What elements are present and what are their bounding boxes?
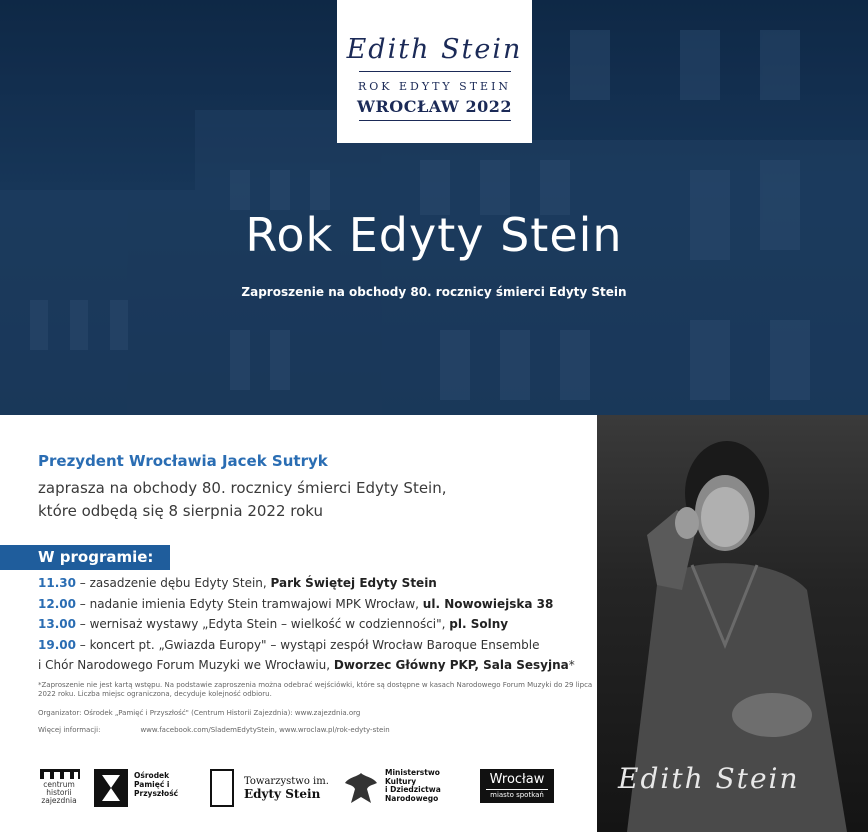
- partner-logos: [30, 767, 570, 817]
- invitation-content: [0, 415, 597, 832]
- wroclaw-line1: Wrocław: [489, 772, 545, 787]
- towarzystwo-logo: [210, 767, 330, 817]
- logo-divider-bottom: [359, 120, 511, 121]
- program-time: 11.30: [38, 576, 76, 590]
- pamiec-przyszlosc-label: [134, 771, 204, 798]
- ministry-line3: i Dziedzictwa: [385, 785, 441, 794]
- program-asterisk: *: [568, 658, 575, 672]
- portrait-signature: Edith Stein: [618, 762, 800, 795]
- ticket-note: *Zaproszenie nie jest kartą wstępu. Na podstawie zaproszenia można odebrać wejściówki, które są dostępne w kasach Narodowego Forum Muzyki do 29 lipca 2022 roku. Liczba miejsc ograniczona, decyduje kolejność odbioru.: [38, 681, 593, 698]
- building-icon: [40, 767, 80, 779]
- edith-stein-year-logo: [337, 0, 532, 143]
- program-time: 13.00: [38, 617, 76, 631]
- program-text: – zasadzenie dębu Edyty Stein,: [75, 576, 271, 590]
- logo-signature: Edith Stein: [346, 34, 523, 65]
- program-item: [38, 635, 593, 656]
- program-item: [38, 573, 593, 594]
- ministry-label: [385, 769, 441, 803]
- program-place: Dworzec Główny PKP, Sala Sesyjna: [333, 658, 569, 672]
- pamiec-line1: Ośrodek: [134, 771, 170, 780]
- organizer-note: Organizator: Ośrodek „Pamięć i Przyszłość" (Centrum Historii Zajezdnia): www.zajezdnia.org: [38, 709, 361, 717]
- program-time: 12.00: [38, 596, 76, 611]
- ministry-line2: Kultury: [385, 776, 417, 786]
- hero-banner: [0, 0, 868, 415]
- wroclaw-logo-box: [480, 769, 554, 803]
- zajezdnia-label: centrum historii zajezdnia: [41, 780, 77, 805]
- pamiec-line2: Pamięć i Przyszłość: [134, 780, 179, 798]
- logo-line1: ROK EDYTY STEIN: [357, 80, 512, 93]
- invitation-text: [38, 477, 578, 523]
- program-item: [38, 614, 593, 635]
- program-text: – koncert pt. „Gwiazda Europy" – wystąpi zespół Wrocław Baroque Ensemble: [75, 637, 540, 652]
- ministry-logo: [343, 767, 458, 817]
- page-subtitle: Zaproszenie na obchody 80. rocznicy śmierci Edyty Stein: [241, 285, 627, 299]
- host-name: Prezydent Wrocławia Jacek Sutryk: [38, 452, 328, 470]
- program-place: ul. Nowowiejska 38: [422, 596, 554, 611]
- wroclaw-logo: [480, 767, 556, 817]
- door-icon: [210, 769, 234, 807]
- ministry-line4: Narodowego: [385, 793, 439, 803]
- program-item: [38, 594, 593, 615]
- program-text: i Chór Narodowego Forum Muzyki we Wrocławiu,: [38, 658, 334, 672]
- wroclaw-line2: miasto spotkań: [486, 789, 548, 799]
- pamiec-przyszlosc-logo: [94, 767, 204, 817]
- program-place: Park Świętej Edyty Stein: [270, 576, 437, 590]
- program-text: – nadanie imienia Edyty Stein tramwajowi MPK Wrocław,: [75, 596, 423, 611]
- info-links[interactable]: www.facebook.com/SlademEdytyStein, www.wroclaw.pl/rok-edyty-stein: [140, 726, 390, 734]
- program-heading: W programie:: [0, 545, 170, 570]
- invitation-line2: które odbędą się 8 sierpnia 2022 roku: [38, 502, 324, 520]
- ministry-line1: Ministerstwo: [385, 768, 440, 777]
- invitation-line1: zaprasza na obchody 80. rocznicy śmierci Edyty Stein,: [38, 479, 447, 497]
- eagle-icon: [343, 769, 379, 807]
- zajezdnia-logo: [30, 767, 85, 817]
- logo-divider: [359, 71, 511, 72]
- info-note: [38, 726, 593, 735]
- hourglass-icon: [94, 769, 128, 807]
- program-list: [38, 573, 593, 676]
- program-item-continuation: [38, 655, 593, 676]
- towarzystwo-line2: Edyty Stein: [244, 787, 321, 801]
- towarzystwo-line1: Towarzystwo im.: [244, 776, 329, 787]
- towarzystwo-label: [244, 775, 329, 801]
- page-title: Rok Edyty Stein: [245, 208, 623, 262]
- program-place: pl. Solny: [449, 617, 509, 631]
- program-text: – wernisaż wystawy „Edyta Stein – wielkość w codzienności",: [75, 617, 450, 631]
- logo-line2: WROCŁAW 2022: [357, 97, 512, 116]
- program-time: 19.00: [38, 637, 76, 652]
- info-label: Więcej informacji:: [38, 726, 101, 734]
